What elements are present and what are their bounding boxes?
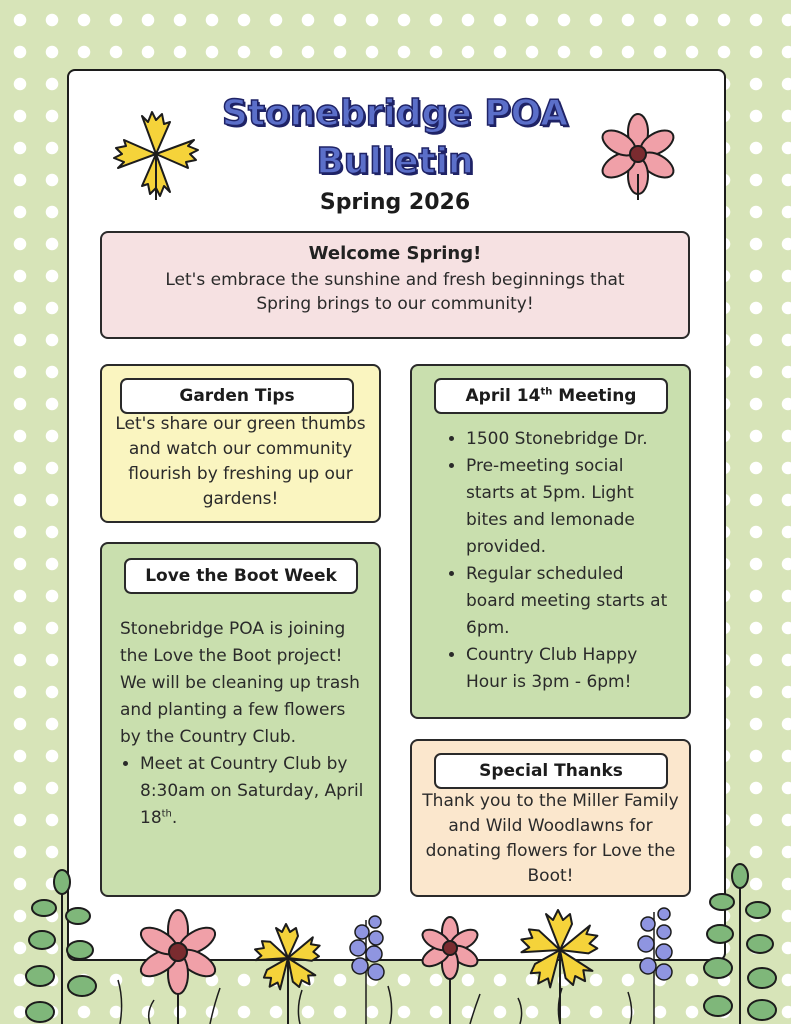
special-thanks-heading: Special Thanks — [434, 753, 668, 789]
love-the-boot-heading: Love the Boot Week — [124, 558, 358, 594]
list-item: • Regular scheduled board meeting starts at 6pm. — [466, 561, 673, 642]
bulletin-title: Stonebridge POA — [221, 93, 569, 134]
list-item: • Pre-meeting social starts at 5pm. Light bites and lemonade provided. — [466, 453, 673, 561]
bulletin-title-line2: Bulletin — [316, 141, 474, 182]
list-item: • Country Club Happy Hour is 3pm - 6pm! — [466, 642, 673, 696]
garden-tips-heading: Garden Tips — [120, 378, 354, 414]
garden-border-icon — [0, 860, 791, 1024]
garden-tips-text: Let's share our green thumbs and watch our community flourish by freshing up our gardens! — [115, 414, 366, 509]
list-item: • 1500 Stonebridge Dr. — [466, 426, 673, 453]
garden-tips-section — [100, 364, 381, 523]
issue-subtitle: Spring 2026 — [319, 190, 471, 215]
welcome-section — [100, 231, 690, 339]
love-the-boot-section — [100, 542, 381, 897]
love-the-boot-text: Stonebridge POA is joining the Love the Boot project! We will be cleaning up trash and planting a few flowers by the Country Club. — [120, 619, 360, 747]
list-item: • Meet at Country Club by 8:30am on Saturday, April 18th. — [140, 751, 370, 832]
welcome-heading: Welcome Spring! — [308, 243, 482, 264]
meeting-heading: April 14th Meeting — [434, 378, 668, 414]
love-the-boot-body — [120, 616, 370, 832]
meeting-section — [410, 364, 691, 719]
meeting-details-list — [412, 426, 689, 696]
welcome-text: Let's embrace the sunshine and fresh beginnings that Spring brings to our community! — [165, 270, 625, 314]
special-thanks-text: Thank you to the Miller Family and Wild Woodlawns for donating flowers for Love the Boot! — [422, 791, 679, 886]
